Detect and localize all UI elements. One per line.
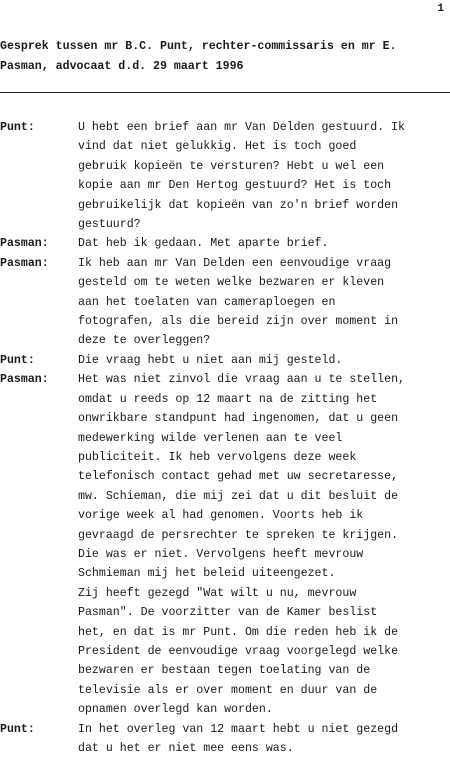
text-line: het, en dat is mr Punt. Om die reden heb ik de — [78, 625, 399, 639]
text-line: televisie als er over moment en duur van de — [78, 683, 378, 697]
text-line: vorige week al had genomen. Voorts heb ik — [78, 509, 364, 523]
text-line: fotografen, als die bereid zijn over moment in — [78, 315, 399, 329]
utterance-text — [78, 234, 450, 253]
text-line: aan het toelaten van cameraploegen en — [78, 295, 336, 309]
text-line: Ik heb aan mr Van Delden een eenvoudige vraag — [78, 256, 392, 270]
utterance-text — [78, 720, 450, 758]
transcript-turn — [0, 720, 450, 758]
transcript-turn — [0, 254, 450, 351]
text-line: Die vraag hebt u niet aan mij gesteld. — [78, 353, 343, 367]
transcript-turn — [0, 118, 450, 234]
transcript-turn — [0, 351, 450, 370]
transcript-turn — [0, 234, 450, 253]
text-line: gestuurd? — [78, 218, 141, 232]
text-line: gebruikelijk dat kopieën van zo'n brief worden — [78, 198, 399, 212]
speaker-label: Pasman: — [0, 373, 49, 387]
text-line: omdat u reeds op 12 maart na de zitting het — [78, 392, 378, 406]
utterance-text — [78, 351, 450, 370]
text-line: President de eenvoudige vraag voorgelegd welke — [78, 644, 399, 658]
speaker-label: Pasman: — [0, 237, 49, 251]
text-line: vind dat niet gelukkig. Het is toch goed — [78, 140, 357, 154]
text-line: publiciteit. Ik heb vervolgens deze week — [78, 450, 357, 464]
text-line: gesteld om te weten welke bezwaren er kleven — [78, 276, 385, 290]
text-line: U hebt een brief aan mr Van Delden gestuurd. Ik — [78, 121, 405, 134]
text-line: mw. Schieman, die mij zei dat u dit besluit de — [78, 489, 399, 503]
text-line: telefonisch contact gehad met uw secretaresse, — [78, 470, 399, 484]
text-line: Die was er niet. Vervolgens heeft mevrouw — [78, 547, 364, 561]
header-divider — [0, 92, 450, 93]
text-line: gebruik kopieën te versturen? Hebt u wel een — [78, 159, 385, 173]
document-header — [0, 37, 450, 77]
text-line: opnamen overlegd kan worden. — [78, 703, 273, 717]
text-line: Zij heeft gezegd "Wat wilt u nu, mevrouw — [78, 586, 357, 600]
text-line: Het was niet zinvol die vraag aan u te stellen, — [78, 373, 405, 387]
speaker-label: Punt: — [0, 353, 35, 367]
speaker-label: Punt: — [0, 722, 35, 736]
header-line: Pasman, advocaat d.d. 29 maart 1996 — [0, 60, 244, 73]
text-line: In het overleg van 12 maart hebt u niet gezegd — [78, 722, 399, 736]
text-line: gevraagd de persrechter te spreken te krijgen. — [78, 528, 399, 542]
text-line: onwrikbare standpunt had ingenomen, dat u geen — [78, 412, 399, 426]
text-line: dat u het er niet mee eens was. — [78, 742, 294, 755]
text-line: bezwaren er bestaan tegen toelating van de — [78, 664, 371, 678]
text-line: Dat heb ik gedaan. Met aparte brief. — [78, 237, 329, 251]
transcript-body — [0, 118, 450, 758]
text-line: Pasman". De voorzitter van de Kamer beslist — [78, 606, 378, 620]
text-line: deze te overleggen? — [78, 334, 211, 348]
speaker-label: Punt: — [0, 121, 35, 134]
transcript-turn — [0, 370, 450, 719]
header-line: Gesprek tussen mr B.C. Punt, rechter-commissaris en mr E. — [0, 40, 397, 53]
utterance-text — [78, 254, 450, 351]
text-line: kopie aan mr Den Hertog gestuurd? Het is toch — [78, 179, 392, 193]
utterance-text — [78, 118, 450, 234]
text-line: medewerking wilde verlenen aan te veel — [78, 431, 343, 445]
utterance-text — [78, 370, 450, 719]
page-number: 1 — [437, 3, 444, 15]
speaker-label: Pasman: — [0, 256, 49, 270]
text-line: Schmieman mij het beleid uiteengezet. — [78, 567, 336, 581]
